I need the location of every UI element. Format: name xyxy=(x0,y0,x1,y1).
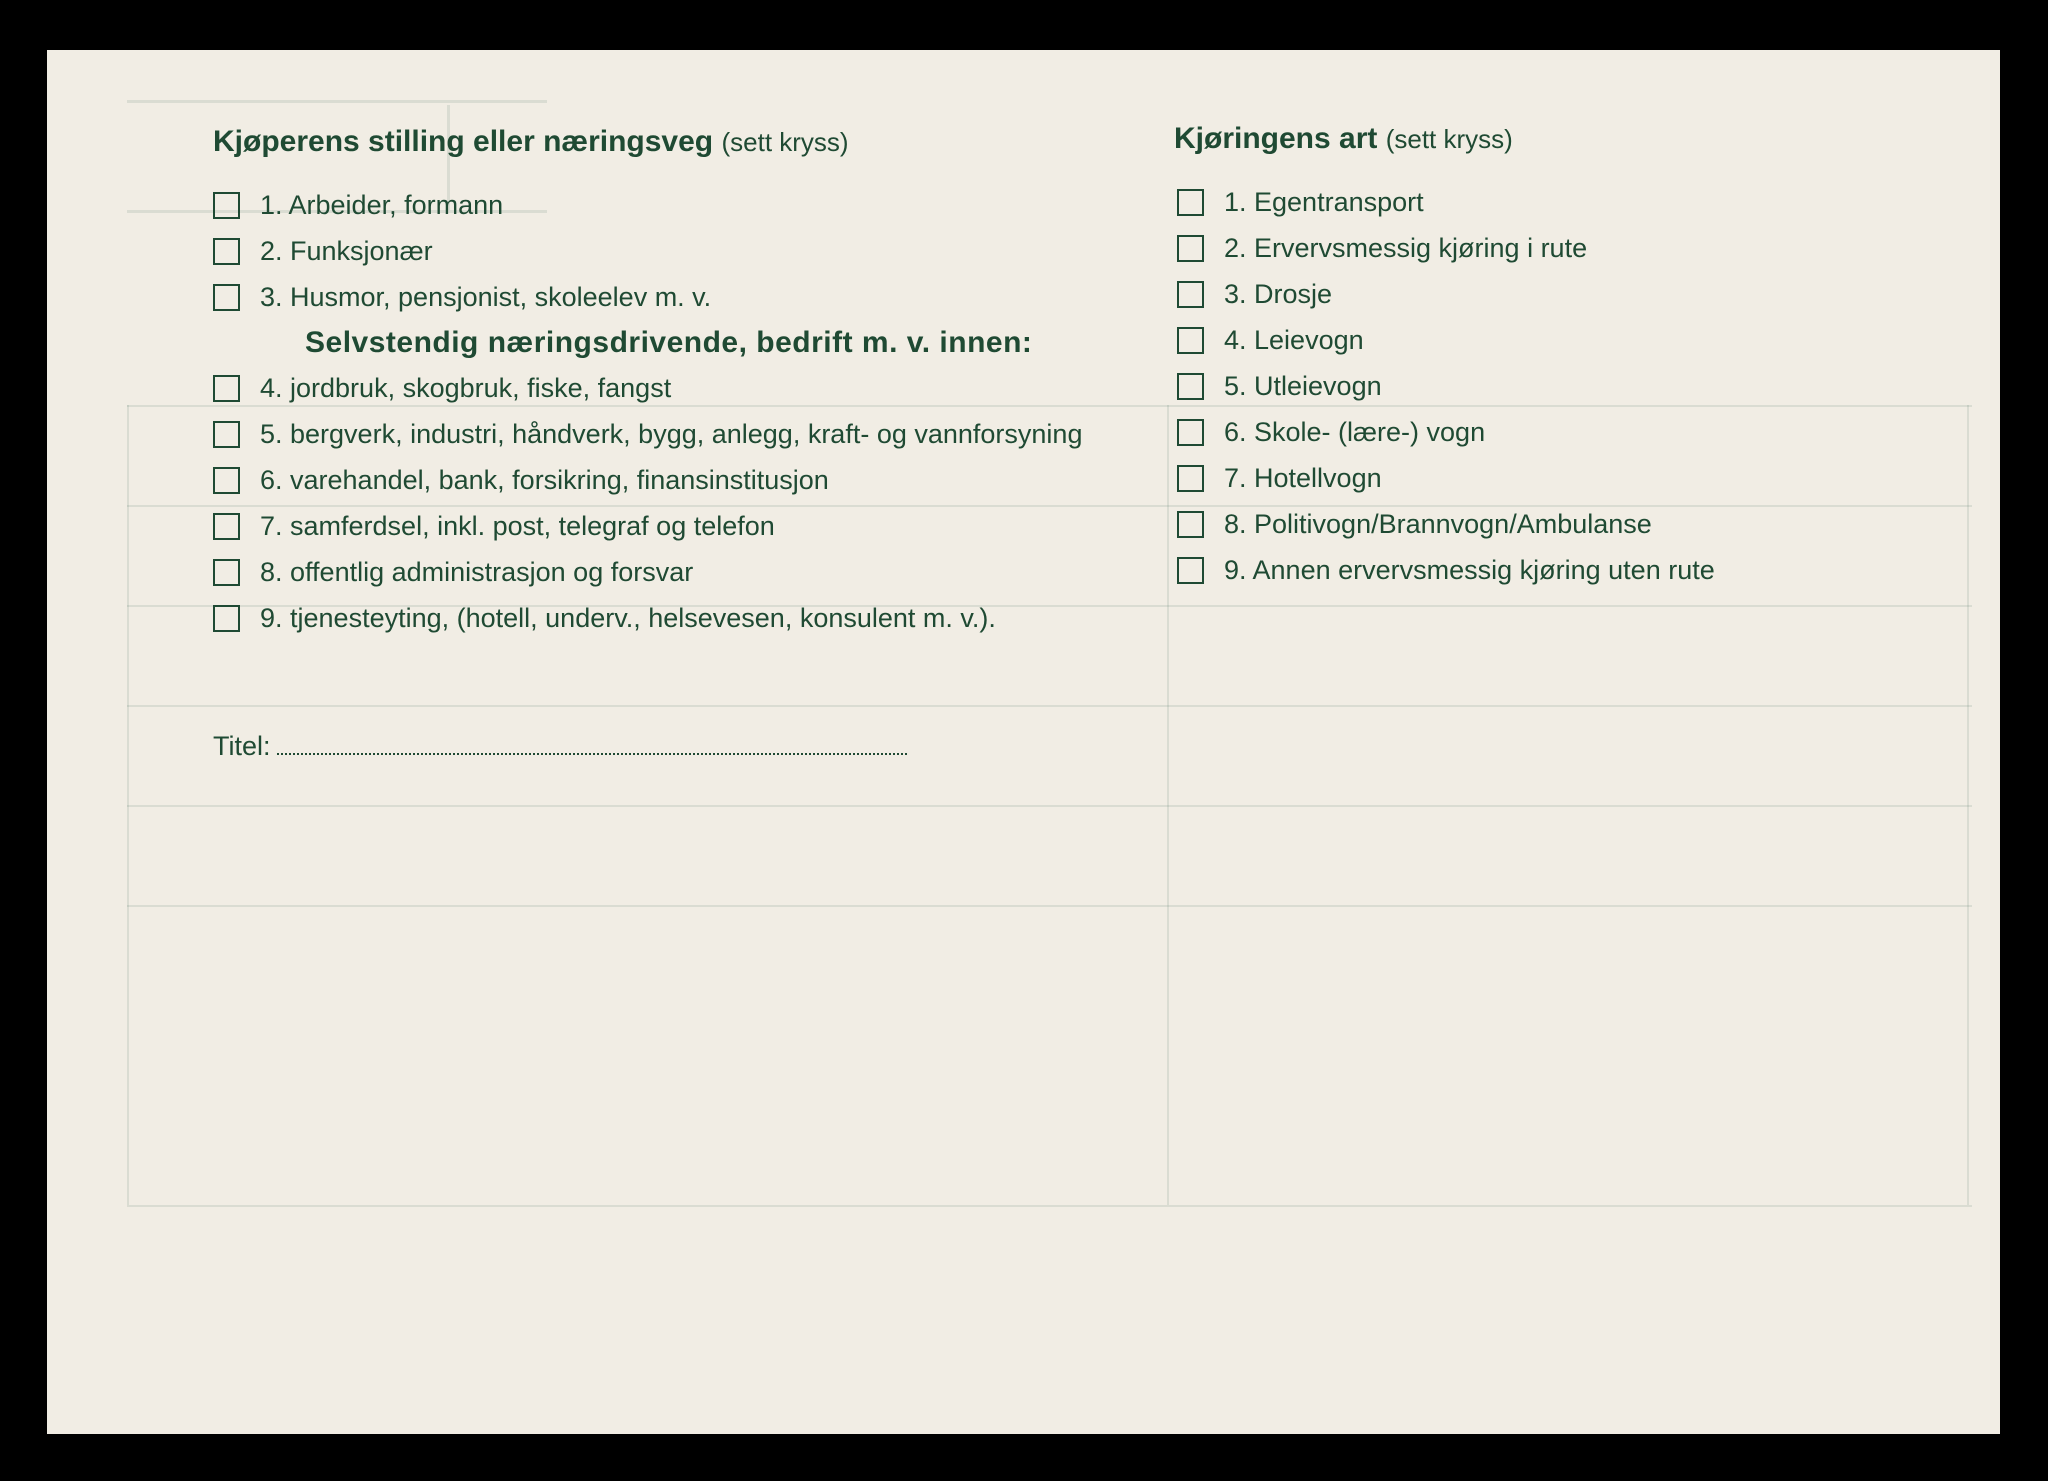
option-label: 2. Ervervsmessig kjøring i rute xyxy=(1224,232,1588,263)
buyer-option-7[interactable] xyxy=(213,509,775,543)
checkbox[interactable] xyxy=(1177,465,1204,492)
buyer-option-3[interactable] xyxy=(213,280,711,314)
driving-section-heading xyxy=(1174,122,1513,156)
buyer-option-2[interactable] xyxy=(213,234,433,268)
driving-option-1[interactable] xyxy=(1177,185,1424,219)
buyer-heading-text: Kjøperens stilling eller næringsveg xyxy=(213,125,714,158)
buyer-option-4[interactable] xyxy=(213,371,671,405)
option-label: 7. samferdsel, inkl. post, telegraf og telefon xyxy=(260,510,775,541)
option-label: 9. Annen ervervsmessig kjøring uten rute xyxy=(1224,554,1715,585)
driving-option-2[interactable] xyxy=(1177,231,1587,265)
buyer-option-1[interactable] xyxy=(213,188,503,222)
driving-option-9[interactable] xyxy=(1177,553,1715,587)
checkbox[interactable] xyxy=(1177,281,1204,308)
title-field[interactable] xyxy=(213,731,907,762)
option-label: 7. Hotellvogn xyxy=(1224,462,1382,493)
checkbox[interactable] xyxy=(1177,557,1204,584)
checkbox[interactable] xyxy=(1177,327,1204,354)
option-label: 5. Utleievogn xyxy=(1224,370,1382,401)
title-label: Titel: xyxy=(213,731,271,761)
checkbox[interactable] xyxy=(213,421,240,448)
buyer-option-8[interactable] xyxy=(213,555,693,589)
option-label: 3. Drosje xyxy=(1224,278,1333,309)
checkbox[interactable] xyxy=(213,559,240,586)
driving-option-6[interactable] xyxy=(1177,415,1485,449)
option-label: 5. bergverk, industri, håndverk, bygg, anlegg, kraft- og vannforsyning xyxy=(260,418,1083,449)
option-label: 1. Arbeider, formann xyxy=(260,189,504,220)
driving-option-4[interactable] xyxy=(1177,323,1364,357)
buyer-section-heading xyxy=(213,125,849,159)
driving-option-8[interactable] xyxy=(1177,507,1652,541)
buyer-option-5[interactable] xyxy=(213,417,1082,451)
checkbox[interactable] xyxy=(1177,373,1204,400)
checkbox[interactable] xyxy=(213,467,240,494)
title-dotted-line[interactable] xyxy=(277,733,907,755)
checkbox[interactable] xyxy=(213,513,240,540)
checkbox[interactable] xyxy=(1177,189,1204,216)
option-label: 8. offentlig administrasjon og forsvar xyxy=(260,556,694,587)
option-label: 3. Husmor, pensjonist, skoleelev m. v. xyxy=(260,281,712,312)
option-label: 1. Egentransport xyxy=(1224,186,1424,217)
checkbox[interactable] xyxy=(213,284,240,311)
option-label: 4. jordbruk, skogbruk, fiske, fangst xyxy=(260,372,672,403)
driving-heading-note: (sett kryss) xyxy=(1385,124,1513,154)
checkbox[interactable] xyxy=(213,238,240,265)
option-label: 4. Leievogn xyxy=(1224,324,1364,355)
buyer-option-9[interactable] xyxy=(213,601,996,635)
self-employed-subheading: Selvstendig næringsdrivende, bedrift m. v. innen: xyxy=(305,326,1033,359)
checkbox[interactable] xyxy=(1177,235,1204,262)
checkbox[interactable] xyxy=(213,375,240,402)
driving-option-3[interactable] xyxy=(1177,277,1332,311)
driving-heading-text: Kjøringens art xyxy=(1174,122,1378,155)
option-label: 2. Funksjonær xyxy=(260,235,433,266)
buyer-option-6[interactable] xyxy=(213,463,829,497)
buyer-heading-note: (sett kryss) xyxy=(721,127,849,157)
form-sheet xyxy=(47,50,2000,1434)
option-label: 9. tjenesteyting, (hotell, underv., helsevesen, konsulent m. v.). xyxy=(260,602,996,633)
option-label: 6. varehandel, bank, forsikring, finansinstitusjon xyxy=(260,464,829,495)
driving-option-5[interactable] xyxy=(1177,369,1382,403)
option-label: 8. Politivogn/Brannvogn/Ambulanse xyxy=(1224,508,1652,539)
checkbox[interactable] xyxy=(213,192,240,219)
checkbox[interactable] xyxy=(1177,511,1204,538)
driving-option-7[interactable] xyxy=(1177,461,1382,495)
checkbox[interactable] xyxy=(1177,419,1204,446)
option-label: 6. Skole- (lære-) vogn xyxy=(1224,416,1486,447)
checkbox[interactable] xyxy=(213,605,240,632)
